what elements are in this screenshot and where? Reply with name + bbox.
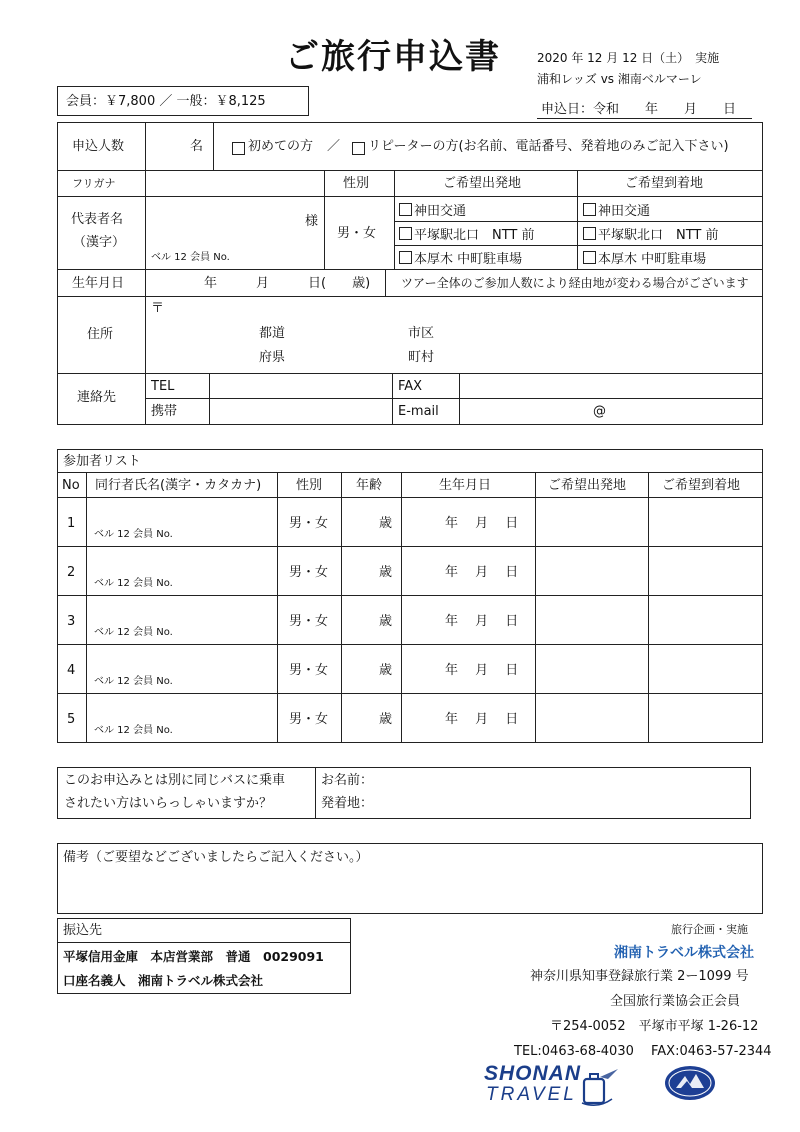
arrival-header: ご希望到着地	[625, 176, 704, 191]
table-row	[57, 497, 763, 546]
checkbox-icon	[399, 251, 412, 264]
row-member-no: ベル 12 会員 No.	[94, 676, 173, 687]
row-age[interactable]: 歳	[379, 663, 393, 678]
same-bus-question-1: このお申込みとは別に同じバスに乗車	[64, 773, 286, 788]
row-age[interactable]: 歳	[379, 712, 393, 727]
fax-label: FAX	[398, 379, 423, 394]
checkbox-icon	[583, 227, 596, 240]
postal-mark[interactable]: 〒	[151, 301, 165, 316]
representative-label: 代表者名	[71, 212, 124, 227]
todofuken-label-1: 都道	[259, 326, 286, 341]
row-dob[interactable]: 年 月 日	[445, 565, 519, 580]
table-row	[57, 595, 763, 644]
col-departure: ご希望出発地	[548, 478, 627, 493]
applicant-count-label: 申込人数	[72, 139, 125, 154]
same-bus-question-2: されたい方はいらっしゃいますか？	[64, 796, 273, 811]
company-phone: TEL:0463-68-4030 FAX:0463-57-2344	[514, 1044, 772, 1059]
company-registration: 神奈川県知事登録旅行業 2ー1099 号	[530, 969, 749, 984]
checkbox-icon	[352, 142, 365, 155]
logo-shonan: SHONAN	[484, 1062, 582, 1085]
shonan-travel-logo	[482, 1061, 622, 1109]
representative-kanji: （漢字）	[73, 235, 126, 250]
company-address: 〒254-0052 平塚市平塚 1-26-12	[550, 1019, 759, 1034]
departure-header: ご希望出発地	[443, 176, 522, 191]
sama-label: 様	[305, 214, 319, 229]
row-member-no: ベル 12 会員 No.	[94, 725, 173, 736]
bank-holder: 口座名義人 湘南トラベル株式会社	[63, 973, 264, 988]
association-emblem-icon	[663, 1064, 717, 1102]
departure-option-2[interactable]: 平塚駅北口 NTT 前	[399, 227, 535, 242]
contact-label: 連絡先	[77, 390, 117, 405]
row-age[interactable]: 歳	[379, 565, 393, 580]
col-dob: 生年月日	[439, 478, 492, 493]
email-at: @	[593, 404, 606, 419]
row-no: 5	[67, 712, 76, 727]
todofuken-label-2: 府県	[259, 350, 286, 365]
row-no: 2	[67, 565, 76, 580]
logo-travel: TRAVEL	[486, 1084, 577, 1105]
row-member-no: ベル 12 会員 No.	[94, 578, 173, 589]
same-bus-divider	[315, 767, 316, 819]
checkbox-icon	[399, 203, 412, 216]
row-no: 1	[67, 516, 76, 531]
event-date: 2020 年 12 月 12 日（土） 実施	[537, 51, 720, 65]
col-arrival: ご希望到着地	[662, 478, 741, 493]
address-label: 住所	[87, 327, 114, 342]
row-gender[interactable]: 男・女	[289, 614, 329, 629]
repeater-checkbox[interactable]	[352, 139, 367, 158]
row-dob[interactable]: 年 月 日	[445, 712, 519, 727]
apply-date-underline	[537, 118, 752, 119]
dob-label: 生年月日	[72, 276, 125, 291]
dob-value[interactable]: 年 月 日( 歳)	[204, 276, 371, 291]
departure-option-1[interactable]: 神田交通	[399, 203, 466, 218]
arrival-option-1[interactable]: 神田交通	[583, 203, 650, 218]
row-age[interactable]: 歳	[379, 516, 393, 531]
remarks-label: 備考（ご要望などございましたらご記入ください。）	[63, 850, 369, 865]
first-time-checkbox[interactable]	[232, 139, 247, 158]
row-dob[interactable]: 年 月 日	[445, 516, 519, 531]
row-age[interactable]: 歳	[379, 614, 393, 629]
table-row	[57, 644, 763, 693]
tel-label: TEL	[151, 379, 175, 394]
company-name: 湘南トラベル株式会社	[614, 945, 754, 961]
row-gender[interactable]: 男・女	[289, 516, 329, 531]
gender-value[interactable]: 男・女	[337, 226, 377, 241]
route-note: ツアー全体のご参加人数により経由地が変わる場合がございます	[401, 276, 749, 290]
suitcase-plane-icon	[578, 1065, 620, 1107]
separator: ／	[327, 139, 341, 154]
furigana-label: フリガナ	[72, 177, 116, 190]
gender-label: 性別	[343, 176, 370, 191]
checkbox-icon	[583, 251, 596, 264]
row-dob[interactable]: 年 月 日	[445, 663, 519, 678]
match-name: 浦和レッズ vs 湘南ベルマーレ	[537, 72, 702, 86]
row-dob[interactable]: 年 月 日	[445, 614, 519, 629]
row-member-no: ベル 12 会員 No.	[94, 627, 173, 638]
table-row	[57, 693, 763, 742]
bank-account: 平塚信用金庫 本店営業部 普通 0029091	[63, 949, 324, 964]
table-row	[57, 546, 763, 595]
checkbox-icon	[232, 142, 245, 155]
checkbox-icon	[399, 227, 412, 240]
col-gender: 性別	[296, 478, 323, 493]
company-association: 全国旅行業協会正会員	[610, 994, 741, 1009]
row-no: 3	[67, 614, 76, 629]
apply-date[interactable]: 申込日：令和 年 月 日	[541, 102, 737, 117]
repeater-label: リピーターの方(お名前、電話番号、発着地のみご記入下さい)	[368, 139, 729, 154]
form-title: ご旅行申込書	[285, 37, 501, 77]
applicant-count-unit: 名	[190, 139, 204, 154]
participants-section-label: 参加者リスト	[63, 454, 141, 469]
same-bus-name-label[interactable]: お名前：	[321, 773, 374, 788]
row-member-no: ベル 12 会員 No.	[94, 529, 173, 540]
price-text: 会員：￥7,800 ／ 一般：￥8,125	[66, 94, 266, 109]
email-label: E-mail	[398, 404, 439, 419]
checkbox-icon	[583, 203, 596, 216]
row-gender[interactable]: 男・女	[289, 712, 329, 727]
bank-divider	[57, 942, 351, 943]
bank-label: 振込先	[63, 923, 103, 938]
planning-label: 旅行企画・実施	[671, 923, 748, 936]
arrival-option-2[interactable]: 平塚駅北口 NTT 前	[583, 227, 719, 242]
shiku-label-2: 町村	[408, 350, 435, 365]
mobile-label: 携帯	[151, 404, 178, 419]
row-gender[interactable]: 男・女	[289, 565, 329, 580]
same-bus-place-label[interactable]: 発着地：	[321, 796, 374, 811]
first-time-label: 初めての方	[248, 139, 314, 154]
row-no: 4	[67, 663, 76, 678]
arrival-option-3[interactable]: 本厚木 中町駐車場	[583, 251, 706, 266]
departure-option-3[interactable]: 本厚木 中町駐車場	[399, 251, 522, 266]
col-companion-name: 同行者氏名(漢字・カタカナ)	[95, 478, 262, 493]
col-no: No	[62, 478, 80, 493]
shiku-label-1: 市区	[408, 326, 435, 341]
col-age: 年齢	[356, 478, 383, 493]
member-no-label: ベル 12 会員 No.	[151, 252, 230, 263]
row-gender[interactable]: 男・女	[289, 663, 329, 678]
